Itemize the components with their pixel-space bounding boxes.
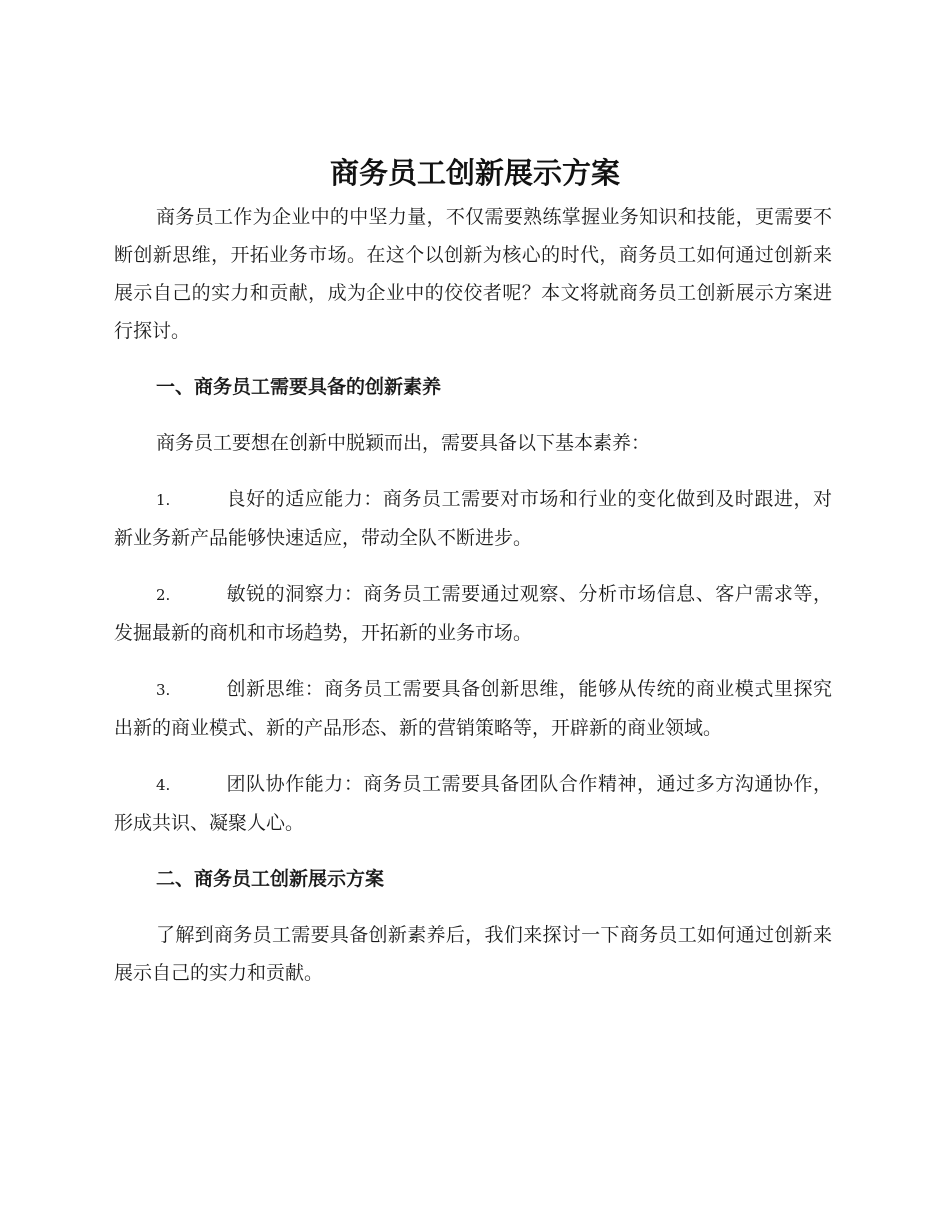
- section-2-lead: 了解到商务员工需要具备创新素养后，我们来探讨一下商务员工如何通过创新来展示自己的实力和贡献。: [114, 924, 832, 984]
- list-item-number: 2.: [156, 586, 171, 604]
- list-item-number: 3.: [156, 681, 171, 699]
- document-title: 商务员工创新展示方案: [329, 156, 620, 190]
- document-body: [114, 198, 832, 992]
- intro-paragraph: 商务员工作为企业中的中坚力量，不仅需要熟练掌握业务知识和技能，更需要不断创新思维，开拓业务市场。在这个以创新为核心的时代，商务员工如何通过创新来展示自己的实力和贡献，成为企业中的佼佼者呢？本文将就商务员工创新展示方案进行探讨。: [114, 206, 832, 342]
- list-item-text: 敏锐的洞察力：商务员工需要通过观察、分析市场信息、客户需求等，发掘最新的商机和市场趋势，开拓新的业务市场。: [114, 583, 832, 644]
- list-item: [114, 575, 832, 652]
- list-item-text: 团队协作能力：商务员工需要具备团队合作精神，通过多方沟通协作，形成共识、凝聚人心。: [114, 773, 832, 834]
- section-1-heading: 一、商务员工需要具备的创新素养: [156, 376, 442, 398]
- section-1-lead: 商务员工要想在创新中脱颖而出，需要具备以下基本素养：: [156, 432, 651, 454]
- list-item-number: 4.: [156, 776, 171, 794]
- list-item-text: 创新思维：商务员工需要具备创新思维，能够从传统的商业模式里探究出新的商业模式、新的产品形态、新的营销策略等，开辟新的商业领域。: [114, 678, 832, 739]
- list-item: [114, 670, 832, 747]
- list-item: [114, 480, 832, 557]
- list-item: [114, 765, 832, 842]
- section-2-heading: 二、商务员工创新展示方案: [156, 868, 385, 890]
- list-item-number: 1.: [156, 491, 171, 509]
- list-item-text: 良好的适应能力：商务员工需要对市场和行业的变化做到及时跟进，对新业务新产品能够快速适应，带动全队不断进步。: [114, 488, 832, 549]
